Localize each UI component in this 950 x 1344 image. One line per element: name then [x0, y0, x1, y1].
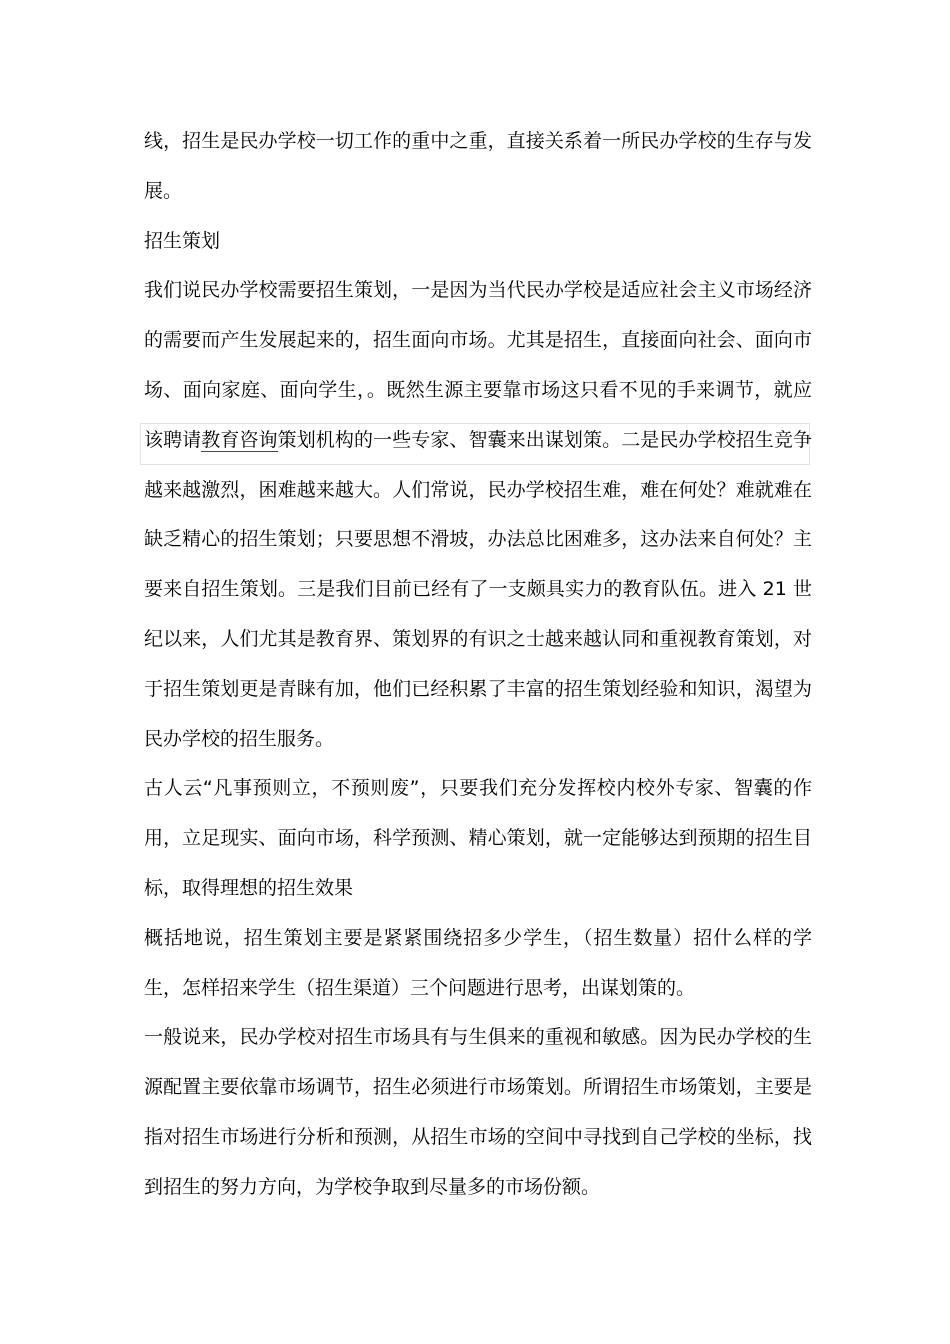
section-heading: 招生策划 [144, 229, 221, 252]
paragraph-text-part: 我们说民办学校需要招生策划，一是因为当代民办学校是适应社会主义市场经济的需要而产生发展起来的，招生面向市场。尤其是招生，直接面向社会、面向市场、面向家庭、面向学生，。既然生源主要靠市场这只看不见的手来调节，就应该聘请 [144, 279, 812, 451]
paragraph-market-planning: 一般说来，民办学校对招生市场具有与生俱来的重视和敏感。因为民办学校的生源配置主要依靠市场调节，招生必须进行市场策划。所谓招生市场策划，主要是指对招生市场进行分析和预测，从招生市场的空间中寻找到自己学校的坐标，找到招生的努力方向，为学校争取到尽量多的市场份额。 [144, 1026, 812, 1198]
paragraph-summary: 概括地说，招生策划主要是紧紧围绕招多少学生，（招生数量）招什么样的学生，怎样招来学生（招生渠道）三个问题进行思考，出谋划策的。 [144, 926, 812, 999]
education-consulting-link[interactable]: 教育咨询 [201, 428, 278, 451]
paragraph-text-part: 策划机构的一些专家、智囊来出谋划策。二是民办学校招生竞争越来越激烈，困难越来越大。人们常说，民办学校招生难，难在何处？难就难在缺乏精心的招生策划；只要思想不滑坡，办法总比困难多，这办法来自何处？主要来自招生策划。三是我们目前已经有了一支颇具实力的教育队伍。进入 21 世纪以来，人们尤其是教育界、策划界的有识之士越来越认同和重视教育策划，对于招生策划更是青睐有加，他们已经积累了丰富的招生策划经验和知识，渴望为民办学校的招生服务。 [144, 428, 812, 750]
paragraph-intro: 线，招生是民办学校一切工作的重中之重，直接关系着一所民办学校的生存与发展。 [144, 130, 812, 202]
paragraph-planning-reasons [144, 266, 812, 764]
document-body [144, 117, 812, 1213]
paragraph-proverb: 古人云“凡事预则立，不预则废”，只要我们充分发挥校内校外专家、智囊的作用，立足现实、面向市场，科学预测、精心策划，就一定能够达到预期的招生目标，取得理想的招生效果 [144, 777, 812, 899]
